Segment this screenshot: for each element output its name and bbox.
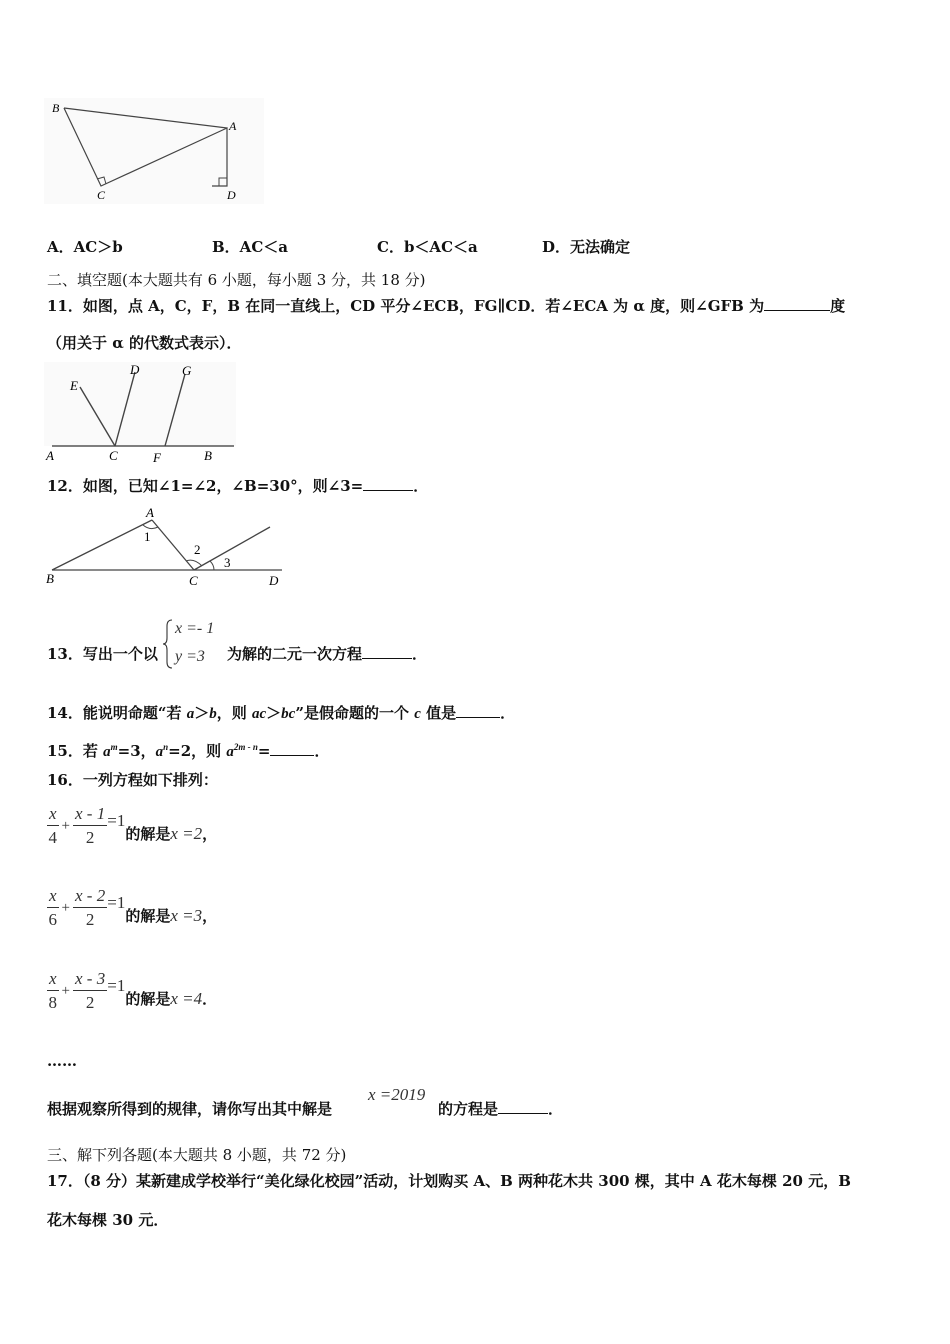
system-eq-y: y =3 bbox=[175, 648, 205, 665]
label-angle-2: 2 bbox=[194, 542, 201, 557]
question-11-line1: 11．如图，点 A，C，F，B 在同一直线上，CD 平分∠ECB，FG∥CD．若∠ECA 为 α 度，则∠GFB 为 度 bbox=[47, 297, 846, 315]
section-3-title: 三、解下列各题(本大题共 8 小题，共 72 分) bbox=[47, 1146, 347, 1164]
question-13-text: 13．写出一个以 bbox=[47, 645, 158, 663]
label-c: C bbox=[189, 573, 198, 588]
label-b: B bbox=[204, 448, 212, 463]
label-a: A bbox=[146, 505, 154, 520]
system-eq-x: x =- 1 bbox=[175, 620, 215, 637]
option-c: C．b＜AC＜a bbox=[377, 238, 478, 256]
ellipsis: …… bbox=[47, 1052, 77, 1070]
label-b: B bbox=[46, 571, 54, 586]
question-15: 15．若 $a^m=3$，$a^n=2$，则 $a^{2m - n}=$ ． bbox=[47, 742, 330, 760]
question-16-final-tail: 的方程是 ． bbox=[438, 1100, 564, 1118]
answer-blank bbox=[270, 741, 314, 756]
question-16-intro: 16．一列方程如下排列： bbox=[47, 771, 218, 789]
label-d: D bbox=[269, 573, 279, 588]
label-d: D bbox=[227, 188, 236, 202]
figure-q11 bbox=[44, 362, 236, 466]
label-f: F bbox=[153, 450, 161, 465]
figure-q12 bbox=[44, 504, 289, 590]
label-angle-1: 1 bbox=[144, 529, 151, 544]
label-e: E bbox=[70, 378, 78, 393]
answer-blank bbox=[764, 296, 830, 311]
label-a: A bbox=[46, 448, 54, 463]
label-c: C bbox=[109, 448, 118, 463]
figure-q10 bbox=[44, 98, 264, 204]
equation-2: $\frac{x}{6}$ + $\frac{x - 2}{2}$ =1 的解是 x =3 ， bbox=[48, 886, 218, 929]
answer-blank bbox=[363, 476, 413, 491]
option-d: D．无法确定 bbox=[542, 238, 631, 256]
question-16-final: 根据观察所得到的规律，请你写出其中解是 bbox=[47, 1100, 333, 1118]
equation-1: $\frac{x}{4}$ + $\frac{x - 1}{2}$ =1 的解是 x =2 ， bbox=[48, 804, 218, 847]
final-solution: x =2019 bbox=[368, 1085, 426, 1104]
label-d: D bbox=[130, 362, 140, 377]
label-g: G bbox=[182, 363, 192, 378]
answer-blank bbox=[456, 703, 500, 718]
option-a: A．AC＞b bbox=[47, 238, 123, 256]
section-2-title: 二、填空题(本大题共有 6 小题，每小题 3 分，共 18 分) bbox=[47, 271, 426, 289]
question-11-line2: （用关于 α 的代数式表示）． bbox=[47, 334, 242, 352]
question-12: 12．如图，已知∠1=∠2，∠B=30°，则∠3= ． bbox=[47, 477, 429, 495]
answer-blank bbox=[362, 644, 412, 659]
question-13-tail: 为解的二元一次方程 ． bbox=[227, 645, 428, 663]
label-a: A bbox=[229, 119, 237, 133]
question-17-line2: 花木每棵 30 元． bbox=[47, 1211, 169, 1229]
label-b: B bbox=[52, 101, 60, 115]
question-17-line1: 17．（8 分）某新建成学校举行“美化绿化校园”活动，计划购买 A、B 两种花木共 300 棵，其中 A 花木每棵 20 元，B bbox=[47, 1172, 851, 1190]
equation-3: $\frac{x}{8}$ + $\frac{x - 3}{2}$ =1 的解是 x =4 ． bbox=[48, 969, 218, 1012]
label-c: C bbox=[97, 188, 106, 202]
label-angle-3: 3 bbox=[224, 555, 231, 570]
option-b: B．AC＜a bbox=[212, 238, 288, 256]
brace-icon bbox=[162, 618, 174, 670]
question-14: 14．能说明命题“若 a＞b，则 ac＞bc”是假命题的一个 c 值是 ． bbox=[47, 704, 516, 722]
answer-blank bbox=[498, 1099, 548, 1114]
